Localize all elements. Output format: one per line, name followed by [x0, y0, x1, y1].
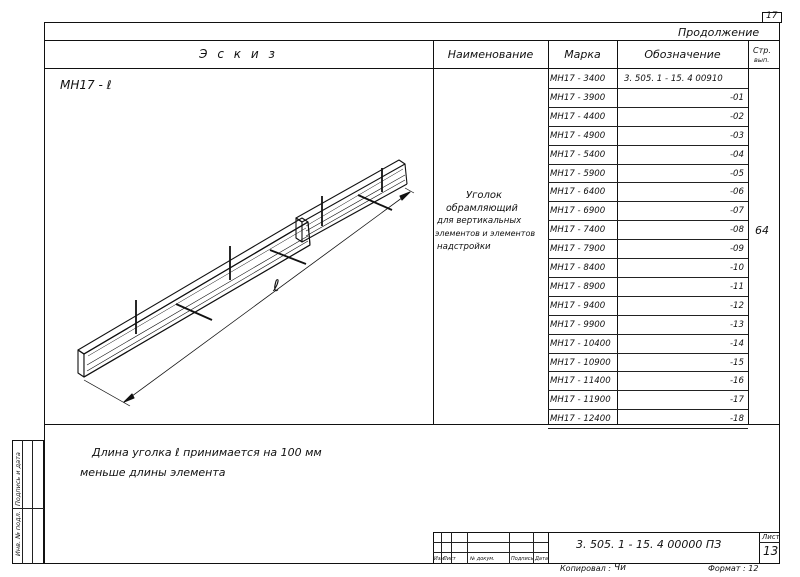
marka-cell: МН17 - 9900	[550, 319, 606, 330]
stamp-col-4	[509, 532, 510, 564]
marka-cell: МН17 - 8900	[550, 281, 606, 292]
table-bottom-line	[44, 424, 780, 425]
stamp-sheet-label: Лист	[762, 533, 780, 541]
stamp-data: Дата	[535, 556, 548, 562]
row-divider	[548, 277, 748, 278]
dimension-symbol: ℓ	[273, 276, 280, 295]
stamp-col-6	[548, 532, 549, 564]
row-divider	[548, 88, 748, 89]
row-divider	[548, 164, 748, 165]
row-divider	[548, 390, 748, 391]
marka-cell: МН17 - 8400	[550, 263, 606, 273]
row-divider	[548, 107, 748, 108]
oboz-cell: -17	[729, 395, 744, 406]
col-oboz-divider	[748, 40, 749, 424]
page-corner-number: 17	[766, 11, 778, 21]
oboz-cell: -03	[729, 130, 744, 141]
header-name: Наименование	[447, 47, 534, 61]
row-divider	[548, 353, 748, 354]
footer-copied-sign: Чи	[614, 563, 627, 573]
oboz-cell: -02	[729, 111, 744, 122]
marka-cell: МН17 - 12400	[550, 414, 611, 425]
row-divider	[548, 182, 748, 183]
marka-cell: МН17 - 9400	[550, 300, 606, 311]
marka-cell: МН17 - 6900	[550, 206, 606, 217]
stamp-list: Лист	[443, 556, 456, 562]
name-line-4: элементов и элементов	[435, 229, 536, 238]
oboz-cell: -18	[729, 414, 744, 425]
header-page-line2: вып.	[754, 56, 770, 64]
marka-cell: МН17 - 6400	[550, 187, 606, 198]
row-divider	[548, 126, 748, 127]
row-divider	[548, 258, 748, 259]
oboz-cell: -01	[729, 92, 744, 103]
oboz-cell: -12	[729, 300, 744, 311]
stamp-podp: Подпись	[511, 556, 534, 562]
stamp-izm: Изм.	[434, 556, 446, 562]
row-divider	[548, 201, 748, 202]
name-line-1: Уголок	[466, 190, 503, 201]
header-oboz: Обозначение	[644, 47, 721, 61]
oboz-cell: -10	[729, 263, 744, 273]
side-strip-divider-3	[12, 508, 44, 509]
oboz-cell: -13	[729, 319, 744, 330]
row-divider	[548, 409, 748, 410]
oboz-cell: -16	[729, 376, 744, 387]
header-sketch: Э с к и з	[199, 47, 278, 61]
name-line-2: обрамляющий	[446, 203, 518, 214]
oboz-cell: -06	[729, 187, 744, 198]
marka-cell: МН17 - 5900	[550, 168, 606, 179]
marka-cell: МН17 - 3900	[550, 92, 606, 103]
oboz-cell: -11	[729, 281, 744, 292]
marka-cell: МН17 - 10900	[550, 357, 611, 368]
oboz-cell: -15	[729, 357, 744, 368]
col-sketch-divider	[433, 40, 434, 424]
stamp-top-line	[433, 532, 780, 533]
side-strip-divider-2	[32, 440, 33, 564]
side-label-inv: Инв. № подл.	[14, 511, 22, 556]
oboz-cell: 3. 505. 1 - 15. 4 00910	[624, 74, 723, 84]
stamp-sheet-line	[759, 542, 780, 543]
footer-copied: Копировал :	[560, 564, 611, 573]
marka-cell: МН17 - 7400	[550, 225, 606, 236]
oboz-cell: -08	[729, 225, 744, 236]
sketch-label: МН17 - ℓ	[60, 78, 112, 92]
stamp-code: 3. 505. 1 - 15. 4 00000 ПЗ	[576, 538, 722, 551]
marka-cell: МН17 - 4900	[550, 130, 606, 141]
row-divider	[548, 371, 748, 372]
oboz-cell: -09	[729, 244, 744, 255]
continuation-label: Продолжение	[678, 26, 760, 39]
note-line-1: Длина уголка ℓ принимается на 100 мм	[92, 446, 322, 459]
side-strip-divider-1	[22, 440, 23, 564]
header-page-line1: Стр.	[753, 46, 771, 55]
marka-cell: МН17 - 7900	[550, 244, 606, 255]
oboz-cell: -07	[729, 206, 744, 217]
oboz-cell: -05	[729, 168, 744, 179]
marka-cell: МН17 - 4400	[550, 111, 606, 122]
side-label-sign: Подпись и дата	[14, 452, 22, 506]
row-divider	[548, 239, 748, 240]
marka-cell: МН17 - 10400	[550, 338, 611, 349]
name-line-5: надстройки	[437, 242, 491, 252]
angle-sketch	[44, 68, 433, 424]
note-line-2: меньше длины элемента	[80, 466, 226, 479]
page-value: 64	[755, 224, 769, 237]
stamp-sheet-divider	[759, 532, 760, 564]
name-line-3: для вертикальных	[437, 216, 522, 226]
marka-cell: МН17 - 3400	[550, 74, 606, 84]
oboz-cell: -14	[729, 338, 744, 349]
marka-cell: МН17 - 11900	[550, 395, 611, 406]
row-divider	[548, 145, 748, 146]
stamp-col-3	[467, 532, 468, 564]
footer-format: Формат : 12	[708, 564, 759, 573]
row-divider	[548, 334, 748, 335]
row-divider	[548, 220, 748, 221]
marka-cell: МН17 - 11400	[550, 376, 611, 387]
marka-cell: МН17 - 5400	[550, 149, 606, 160]
header-marka: Марка	[564, 47, 601, 61]
row-divider	[548, 296, 748, 297]
oboz-cell: -04	[729, 149, 744, 160]
stamp-doc: № докум.	[470, 556, 495, 562]
stamp-sheet-number: 13	[763, 544, 779, 558]
row-divider	[548, 315, 748, 316]
row-divider	[548, 428, 748, 429]
